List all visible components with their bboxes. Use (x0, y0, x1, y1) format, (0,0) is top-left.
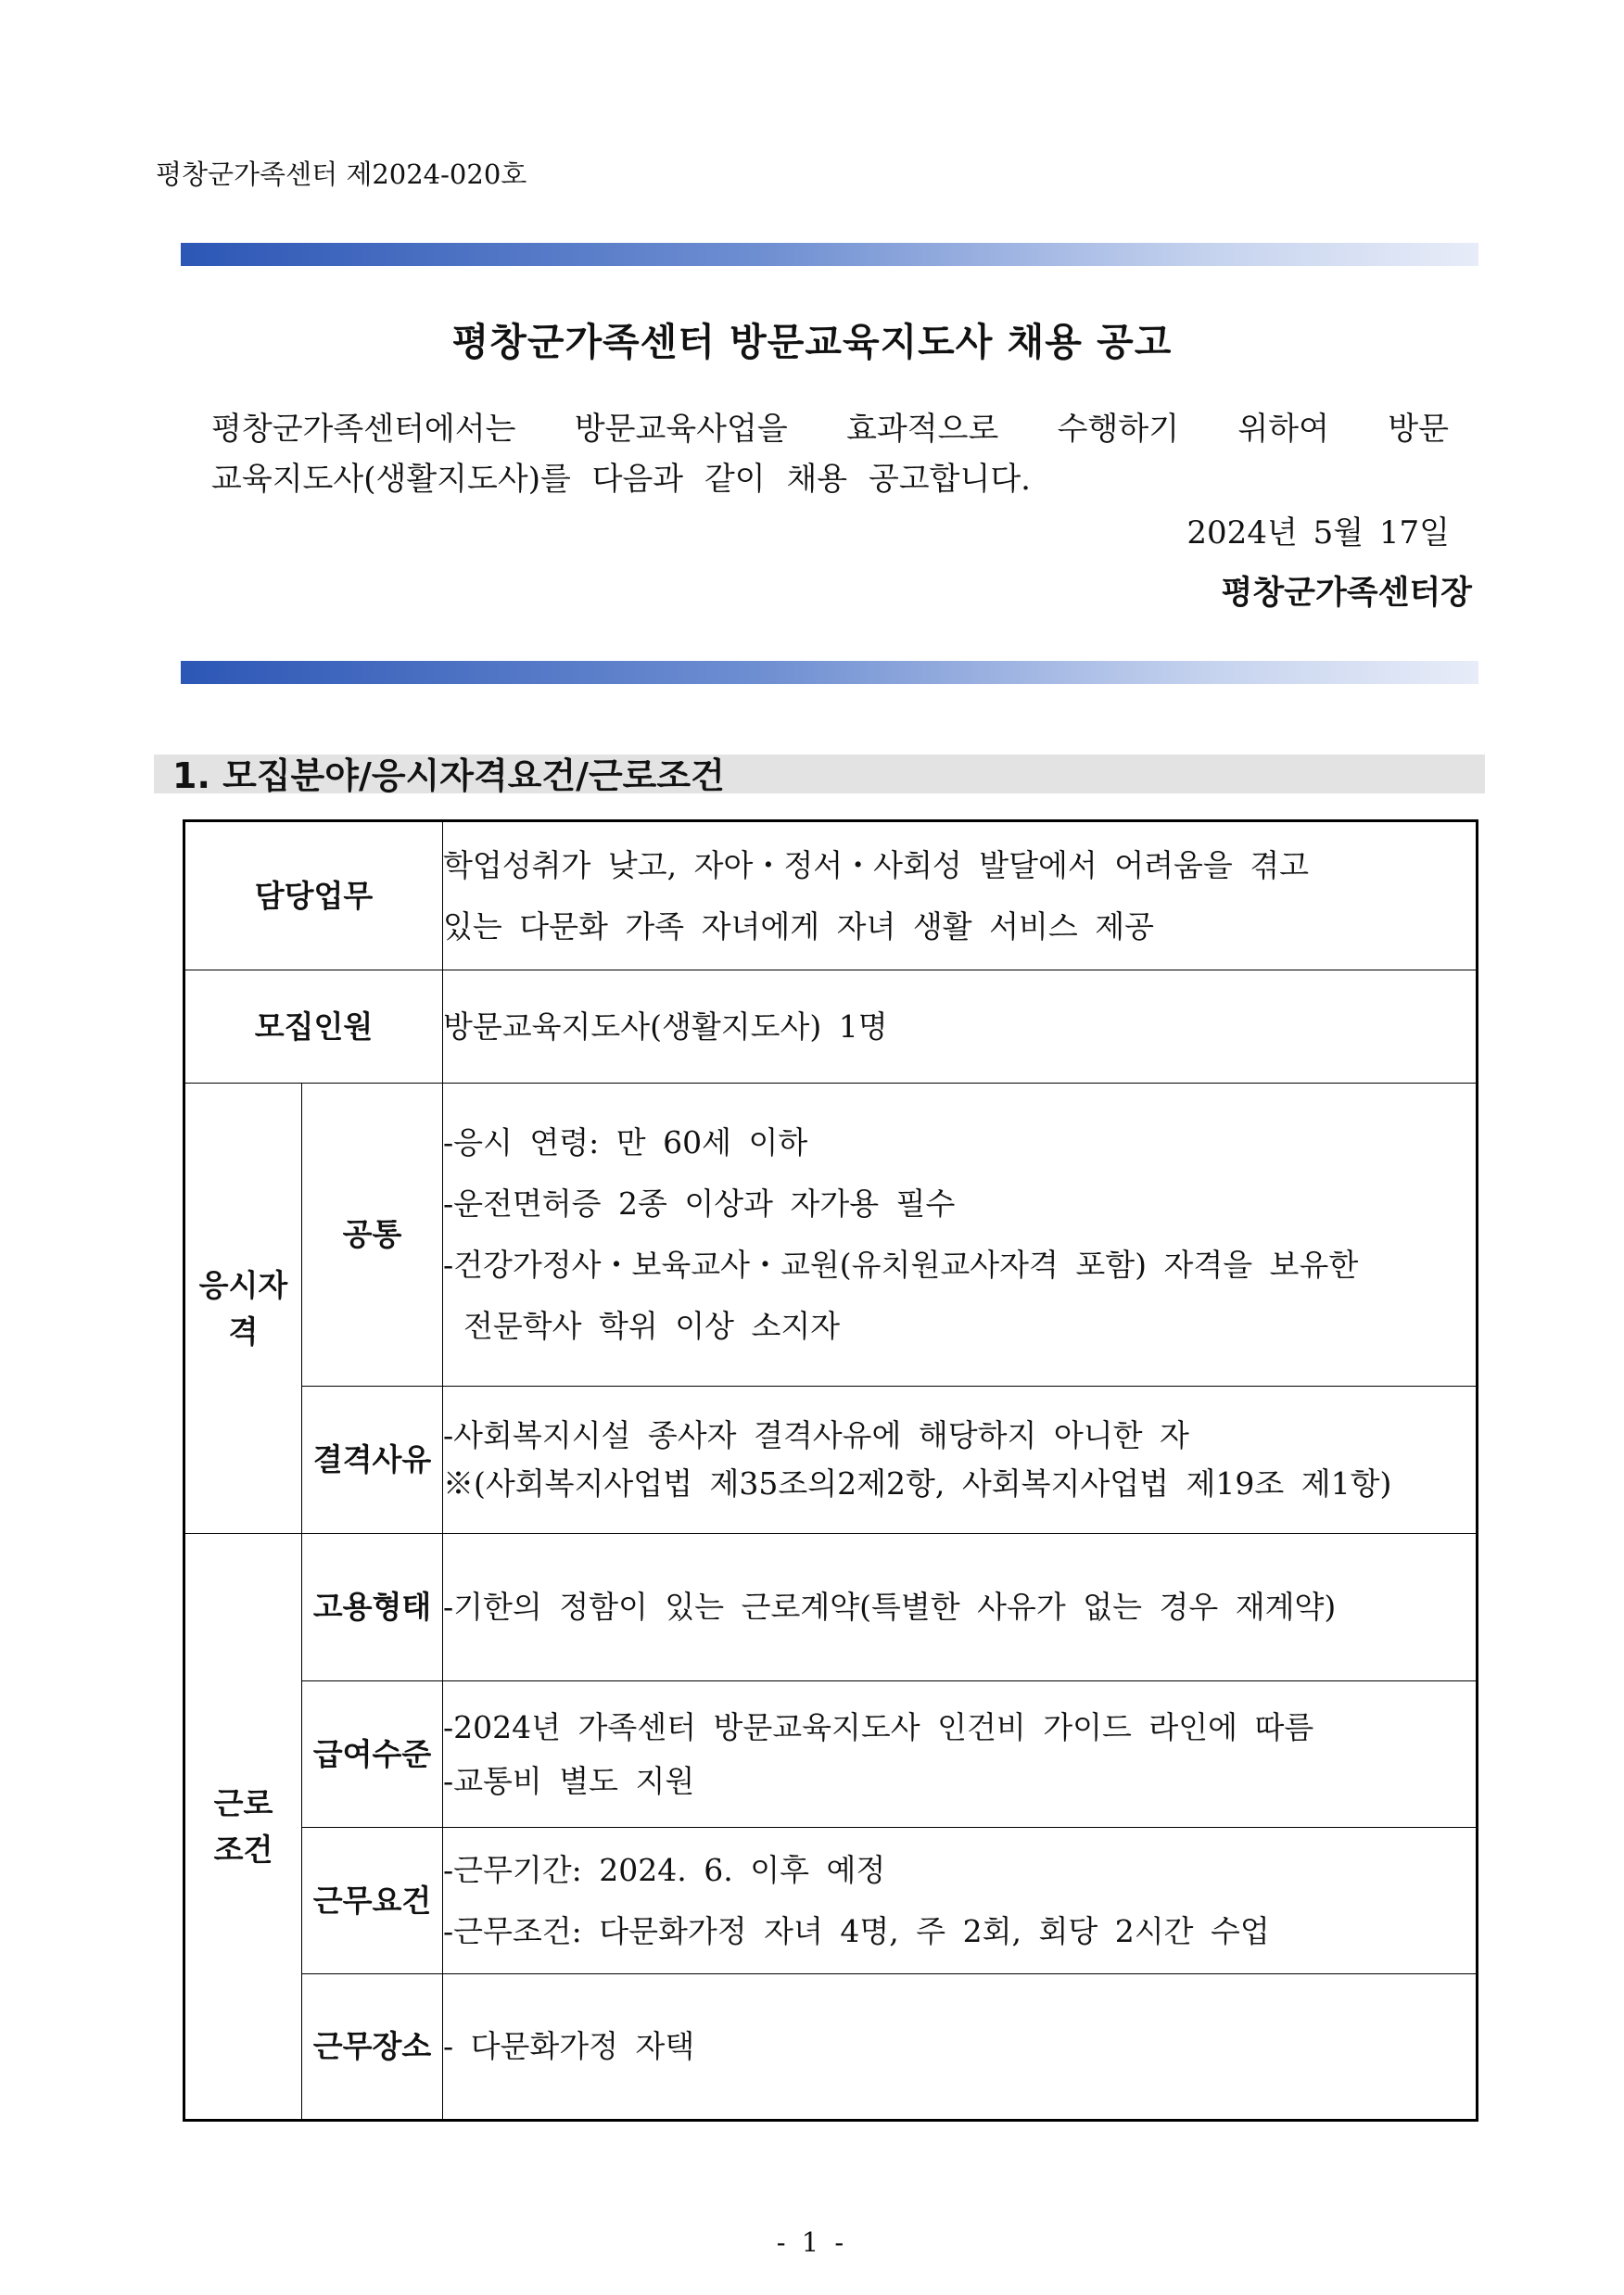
employment-content: -기한의 정함이 있는 근로계약(특별한 사유가 없는 경우 재계약) (443, 1534, 1478, 1681)
duty-content (443, 821, 1478, 970)
header-gradient-band (181, 243, 1478, 266)
table-row-employment (184, 1534, 1478, 1681)
qualification-label (184, 1084, 302, 1534)
conditions-label-line-2: 조건 (213, 1831, 273, 1868)
common-line-4: 전문학사 학위 이상 소지자 (463, 1308, 841, 1344)
table-row-work-requirements (184, 1828, 1478, 1974)
common-line-2: -운전면허증 2종 이상과 자가용 필수 (443, 1186, 956, 1222)
employment-label: 고용형태 (302, 1534, 443, 1681)
intro-line-2: 교육지도사(생활지도사)를 다음과 같이 채용 공고합니다. (211, 461, 1031, 498)
recruit-content: 방문교육지도사(생활지도사) 1명 (443, 970, 1478, 1084)
document-number: 평창군가족센터 제2024-020호 (156, 158, 527, 190)
recruit-label: 모집인원 (184, 970, 443, 1084)
salary-line-1: -2024년 가족센터 방문교육지도사 인건비 가이드 라인에 따름 (443, 1708, 1314, 1745)
salary-line-2: -교통비 별도 지원 (443, 1762, 695, 1799)
page-number: - 1 - (776, 2226, 848, 2258)
announcement-date: 2024년 5월 17일 (1186, 514, 1450, 552)
table-row-workplace (184, 1974, 1478, 2121)
intro-line-1: 평창군가족센터에서는 방문교육사업을 효과적으로 수행하기 위하여 방문 (211, 411, 1449, 448)
work-requirements-content (443, 1828, 1478, 1974)
common-label: 공통 (302, 1084, 443, 1387)
disqualification-line-2: ※(사회복지사업법 제35조의2제2항, 사회복지사업법 제19조 제1항) (443, 1465, 1392, 1502)
duty-line-2: 있는 다문화 가족 자녀에게 자녀 생활 서비스 제공 (443, 907, 1154, 945)
table-row-duty (184, 821, 1478, 970)
section-heading: 1. 모집분야/응시자격요건/근로조건 (172, 755, 725, 796)
recruitment-table (183, 819, 1478, 2122)
table-row-salary (184, 1681, 1478, 1828)
common-line-1: -응시 연령: 만 60세 이하 (443, 1124, 808, 1160)
duty-line-1: 학업성취가 낮고, 자아・정서・사회성 발달에서 어려움을 겪고 (443, 846, 1310, 883)
work-requirements-label: 근무요건 (302, 1828, 443, 1974)
disqualification-label: 결격사유 (302, 1387, 443, 1534)
conditions-label (184, 1534, 302, 2121)
common-content (443, 1084, 1478, 1387)
disqualification-content (443, 1387, 1478, 1534)
salary-content (443, 1681, 1478, 1828)
work-requirements-line-2: -근무조건: 다문화가정 자녀 4명, 주 2회, 회당 2시간 수업 (443, 1912, 1270, 1949)
workplace-content: - 다문화가정 자택 (443, 1974, 1478, 2121)
salary-label: 급여수준 (302, 1681, 443, 1828)
duty-label: 담당업무 (184, 821, 443, 970)
disqualification-line-1: -사회복지시설 종사자 결격사유에 해당하지 아니한 자 (443, 1417, 1189, 1453)
workplace-label: 근무장소 (302, 1974, 443, 2121)
issuer-name: 평창군가족센터장 (1221, 575, 1472, 612)
conditions-label-line-1: 근로 (213, 1784, 273, 1821)
table-row-disqualification (184, 1387, 1478, 1534)
divider-gradient-band (181, 661, 1478, 684)
common-line-3: -건강가정사・보육교사・교원(유치원교사자격 포함) 자격을 보유한 (443, 1247, 1359, 1283)
qualification-label-line-1: 응시자 (198, 1266, 288, 1303)
qualification-label-line-2: 격 (228, 1312, 259, 1350)
table-row-common (184, 1084, 1478, 1387)
page-title: 평창군가족센터 방문교육지도사 채용 공고 (451, 320, 1173, 364)
work-requirements-line-1: -근무기간: 2024. 6. 이후 예정 (443, 1851, 886, 1888)
table-row-recruit (184, 970, 1478, 1084)
